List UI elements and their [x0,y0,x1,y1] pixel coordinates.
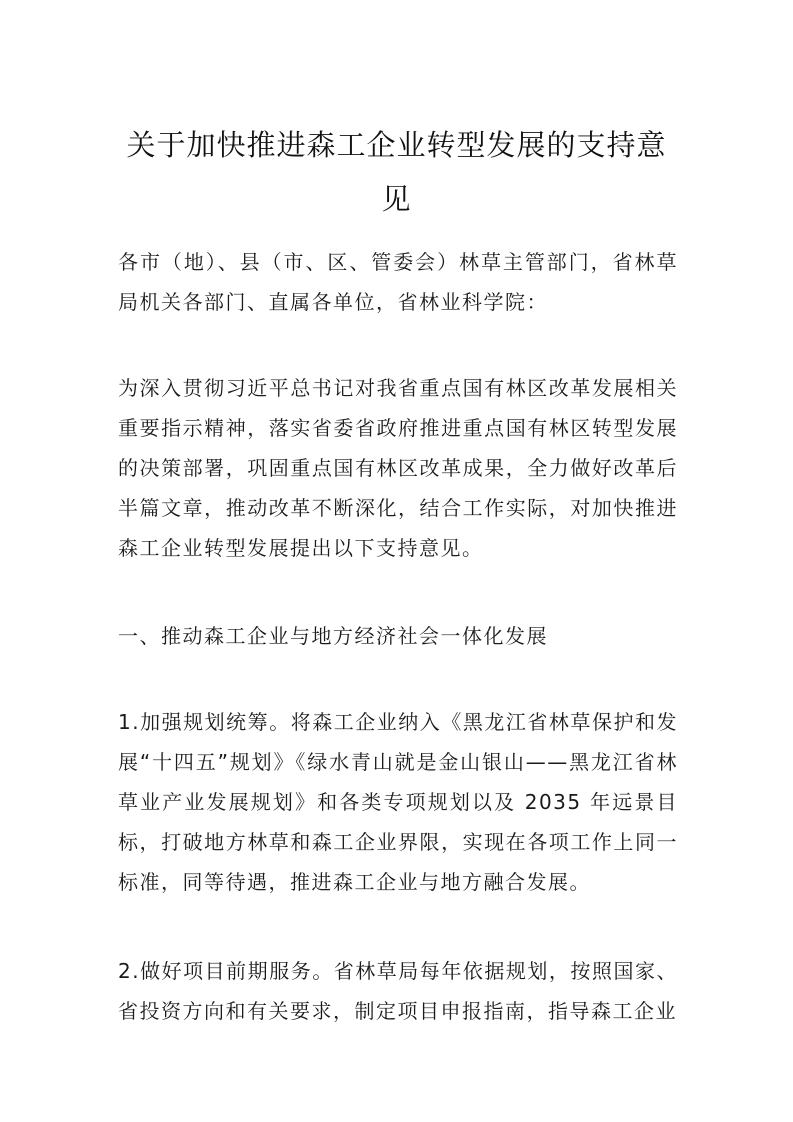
item-paragraph-1: 1.加强规划统筹。将森工企业纳入《黑龙江省林草保护和发展“十四五”规划》《绿水青山就是金山银山——黑龙江省林草业产业发展规划》和各类专项规划以及 2035 年远景目标，打破地方林草和森工企业界限，实现在各项工作上同一标准，同等待遇，推进森工企业与地方融合发展。 [118,710,678,894]
salutation-paragraph: 各市（地）、县（市、区、管委会）林草主管部门，省林草局机关各部门、直属各单位，省林业科学院： [118,250,678,314]
item-paragraph-2: 2.做好项目前期服务。省林草局每年依据规划，按照国家、省投资方向和有关要求，制定项目申报指南，指导森工企业 [118,959,678,1023]
document-title: 关于加快推进森工企业转型发展的支持意见 [126,128,667,216]
section-heading: 一、推动森工企业与地方经济社会一体化发展 [118,624,548,648]
intro-paragraph: 为深入贯彻习近平总书记对我省重点国有林区改革发展相关重要指示精神，落实省委省政府推进重点国有林区转型发展的决策部署，巩固重点国有林区改革成果，全力做好改革后半篇文章，推动改革不断深化，结合工作实际，对加快推进森工企业转型发展提出以下支持意见。 [118,376,678,560]
